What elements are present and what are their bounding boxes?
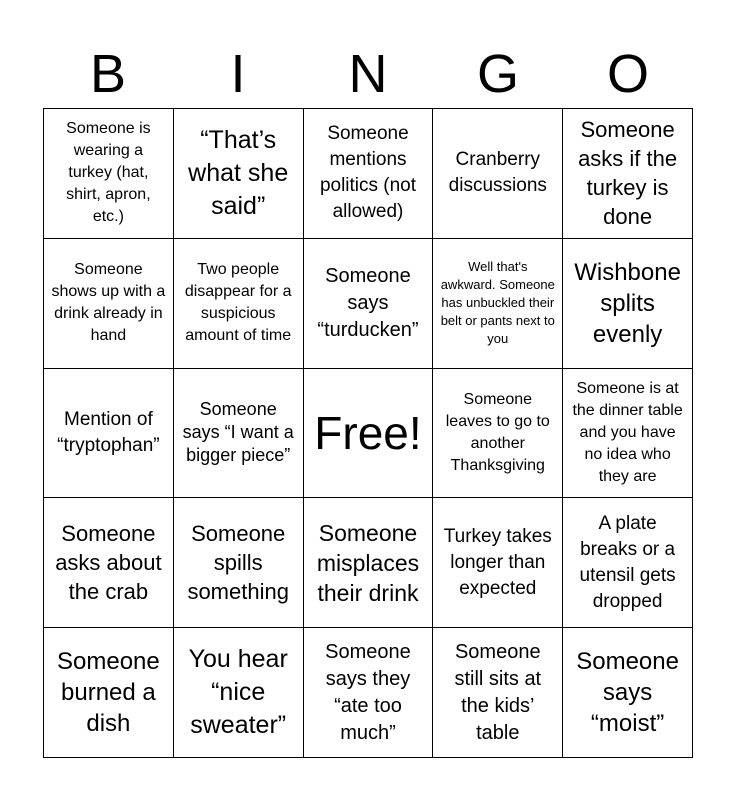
bingo-cell-r4c2[interactable] [174, 498, 304, 628]
bingo-cell-r3c5[interactable] [563, 369, 693, 499]
bingo-cell-r4c5[interactable] [563, 498, 693, 628]
header-letter-n: N [348, 44, 388, 104]
cell-text: Someone shows up with a drink already in hand [51, 261, 166, 345]
bingo-grid [43, 108, 693, 758]
header-letter-i: I [230, 44, 246, 104]
cell-text: Mention of “tryptophan” [57, 408, 160, 456]
cell-text: Someone misplaces their drink [316, 519, 420, 606]
free-space-text: Free! [314, 406, 422, 459]
cell-text: Cranberry discussions [448, 149, 547, 197]
bingo-cell-r5c4[interactable] [433, 628, 563, 758]
cell-text: Someone says “moist” [576, 648, 679, 738]
header-letter-g: G [476, 44, 519, 104]
bingo-cell-r5c2[interactable] [174, 628, 304, 758]
cell-text: Someone is wearing a turkey (hat, shirt, apron, etc.) [66, 120, 151, 226]
cell-text: Turkey takes longer than expected [443, 525, 552, 599]
bingo-cell-r1c2[interactable] [174, 109, 304, 239]
cell-text: Someone is at the dinner table and you have no idea who they are [572, 379, 683, 485]
cell-text: Well that's awkward. Someone has unbuckled their belt or pants next to you [440, 259, 555, 347]
cell-text: Someone mentions politics (not allowed) [319, 123, 417, 223]
cell-text: Someone still sits at the kids’ table [454, 640, 542, 744]
header-letter-b: B [89, 44, 127, 104]
bingo-cell-r1c1[interactable] [44, 109, 174, 239]
cell-text: “That’s what she said” [188, 125, 289, 220]
header-letter-o: O [606, 44, 649, 104]
cell-text: Someone spills something [187, 521, 289, 605]
cell-text: You hear “nice sweater” [188, 645, 288, 740]
bingo-cell-r2c1[interactable] [44, 239, 174, 369]
bingo-cell-r2c3[interactable] [304, 239, 434, 369]
bingo-cell-r5c3[interactable] [304, 628, 434, 758]
bingo-cell-r4c4[interactable] [433, 498, 563, 628]
bingo-cell-r5c5[interactable] [563, 628, 693, 758]
bingo-cell-r5c1[interactable] [44, 628, 174, 758]
cell-text: Two people disappear for a suspicious amount of time [184, 261, 292, 345]
bingo-cell-r1c4[interactable] [433, 109, 563, 239]
cell-text: Someone says they “ate too much” [325, 640, 411, 744]
cell-text: A plate breaks or a utensil gets dropped [579, 512, 676, 612]
bingo-cell-free[interactable] [304, 369, 434, 499]
bingo-cell-r2c5[interactable] [563, 239, 693, 369]
bingo-cell-r2c2[interactable] [174, 239, 304, 369]
bingo-cell-r3c2[interactable] [174, 369, 304, 499]
cell-text: Someone leaves to go to another Thanksgiving [445, 390, 550, 474]
bingo-header [43, 40, 693, 108]
bingo-cell-r1c5[interactable] [563, 109, 693, 239]
cell-text: Someone says “turducken” [317, 264, 419, 341]
cell-text: Wishbone splits evenly [574, 258, 681, 348]
cell-text: Someone says “I want a bigger piece” [182, 399, 294, 466]
bingo-cell-r4c1[interactable] [44, 498, 174, 628]
cell-text: Someone asks if the turkey is done [578, 117, 678, 230]
bingo-cell-r3c4[interactable] [433, 369, 563, 499]
bingo-cell-r4c3[interactable] [304, 498, 434, 628]
bingo-cell-r2c4[interactable] [433, 239, 563, 369]
bingo-cell-r1c3[interactable] [304, 109, 434, 239]
bingo-cell-r3c1[interactable] [44, 369, 174, 499]
cell-text: Someone asks about the crab [55, 521, 162, 605]
cell-text: Someone burned a dish [57, 648, 160, 738]
